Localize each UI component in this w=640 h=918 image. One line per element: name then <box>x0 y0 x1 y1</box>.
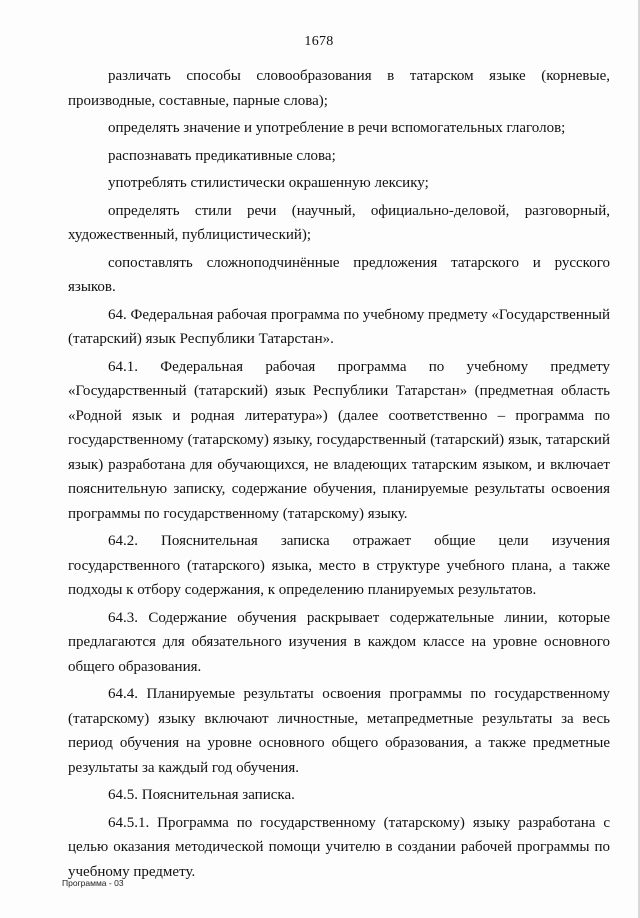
paragraph: 64.5.1. Программа по государственному (татарскому) языку разработана с целью оказания методической помощи учителю в создании рабочей программы по учебному предмету. <box>68 814 610 880</box>
section-heading-64: 64. Федеральная рабочая программа по учебному предмету «Государственный (татарский) язык Республики Татарстан». <box>68 306 610 347</box>
paragraph: распознавать предикативные слова; <box>108 147 336 164</box>
page-number: 1678 <box>304 34 334 49</box>
paragraph: сопоставлять сложноподчинённые предложения татарского и русского языков. <box>68 254 610 295</box>
document-body <box>68 64 610 884</box>
paragraph: употреблять стилистически окрашенную лексику; <box>108 175 429 191</box>
paragraph: 64.2. Пояснительная записка отражает общие цели изучения государственного (татарского) языка, место в структуре учебного плана, а также подходы к отбору содержания, к определению планируемых результатов. <box>68 533 610 598</box>
section-heading-64-5: 64.5. Пояснительная записка. <box>108 787 295 803</box>
paragraph: 64.4. Планируемые результаты освоения программы по государственному (татарскому) языку включают личностные, метапредметные результаты за весь период обучения на уровне основного общего образования, а также предметные результаты за каждый год обучения. <box>68 686 610 776</box>
paragraph: определять стили речи (научный, официально-деловой, разговорный, художественный, публицистический); <box>68 202 610 243</box>
page-footer: Программа - 03 <box>62 878 124 888</box>
paragraph: 64.1. Федеральная рабочая программа по учебному предмету «Государственный (татарский) язык Республики Татарстан» (предметная область «Родной язык и родная литература») (далее соответственно – программа по государственному (татарскому) языку, государственный (татарский) язык, татарский язык) разработана для обучающихся, не владеющих татарским языком, и включает пояснительную записку, содержание обучения, планируемые результаты освоения программы по государственному (татарскому) языку. <box>68 358 610 522</box>
paragraph: 64.3. Содержание обучения раскрывает содержательные линии, которые предлагаются для обязательного изучения в каждом классе на уровне основного общего образования. <box>68 609 610 675</box>
paragraph: определять значение и употребление в речи вспомогательных глаголов; <box>108 120 566 136</box>
paragraph: различать способы словообразования в татарском языке (корневые, производные, составные, парные слова); <box>68 68 610 109</box>
